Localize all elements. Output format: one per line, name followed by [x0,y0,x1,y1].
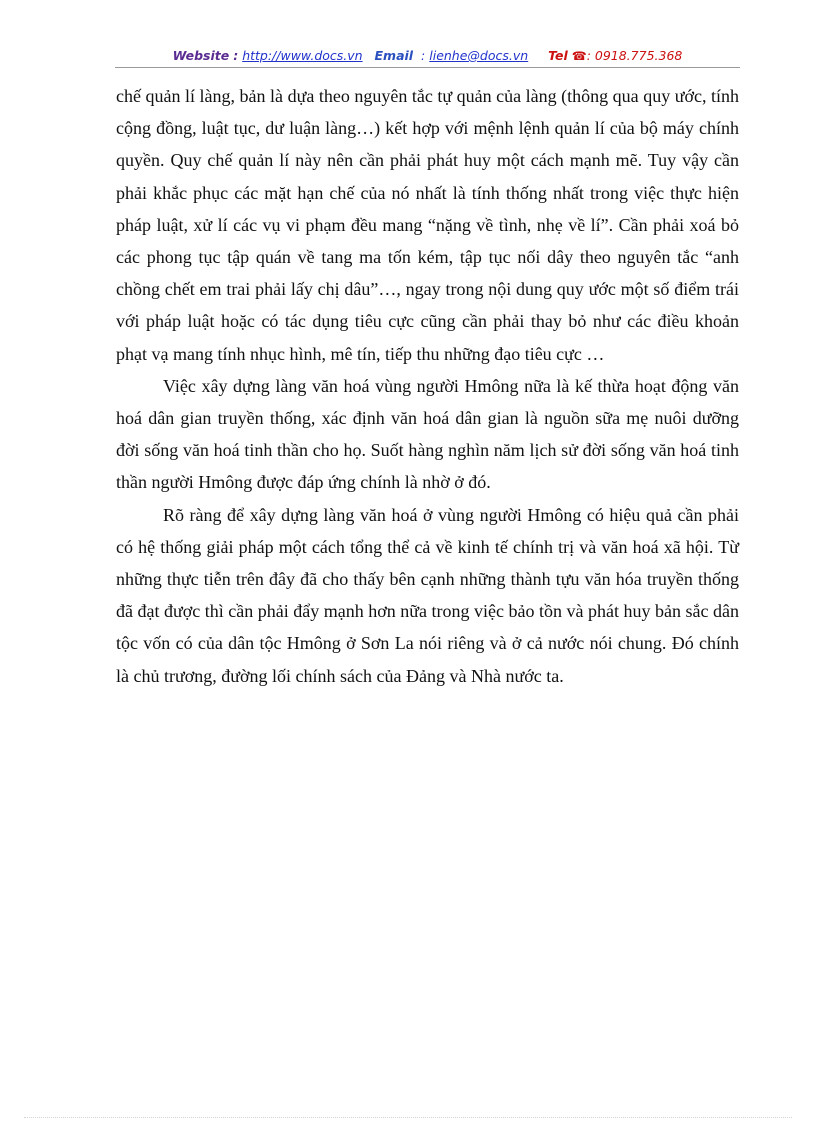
page-footer-divider [24,1117,792,1118]
tel-label: Tel [548,48,568,63]
email-label: Email [374,48,414,63]
paragraph-3: Rõ ràng để xây dựng làng văn hoá ở vùng người Hmông có hiệu quả cần phải có hệ thống giải pháp một cách tổng thể cả về kinh tế chính trị và văn hoá xã hội. Từ những thực tiễn trên đây đã cho thấy bên cạnh những thành tựu văn hóa truyền thống đã đạt được thì cần phải đẩy mạnh hơn nữa trong việc bảo tồn và phát huy bản sắc dân tộc vốn có của dân tộc Hmông ở Sơn La nói riêng và ở cả nước nói chung. Đó chính là chủ trương, đường lối chính sách của Đảng và Nhà nước ta. [116,504,739,686]
email-link[interactable]: lienhe@docs.vn [429,48,529,63]
website-label: Website [172,48,230,63]
website-link[interactable]: http://www.docs.vn [242,48,363,63]
document-body [116,80,739,692]
email-separator: : [421,48,426,63]
paragraph-2: Việc xây dựng làng văn hoá vùng người Hmông nữa là kế thừa hoạt động văn hoá dân gian truyền thống, xác định văn hoá dân gian là nguồn sữa mẹ nuôi dưỡng đời sống văn hoá tinh thần cho họ. Suốt hàng nghìn năm lịch sử đời sống văn hoá tinh thần người Hmông được đáp ứng chính là nhờ ở đó. [116,375,739,493]
paragraph-1: chế quản lí làng, bản là dựa theo nguyên tắc tự quản của làng (thông qua quy ước, tính cộng đồng, luật tục, dư luận làng…) kết hợp với mệnh lệnh quản lí của bộ máy chính quyền. Quy chế quản lí này nên cần phải phát huy một cách mạnh mẽ. Tuy vậy cần phải khắc phục các mặt hạn chế của nó nhất là tính thống nhất trong việc thực hiện pháp luật, xử lí các vụ vi phạm đều mang “nặng về tình, nhẹ về lí”. Cần phải xoá bỏ các phong tục tập quán về tang ma tốn kém, tập tục nối dây theo nguyên tắc “anh chồng chết em trai phải lấy chị dâu”…, ngay trong nội dung quy ước một số điểm trái với pháp luật hoặc có tác dụng tiêu cực cũng cần phải thay bỏ như các điều khoản phạt vạ mang tính nhục hình, mê tín, tiếp thu những đạo tiêu cực … [116,86,739,364]
header-divider [115,67,740,68]
website-separator: : [233,48,239,63]
phone-icon: ☎ [571,49,587,63]
page-header [115,47,740,65]
tel-value: : 0918.775.368 [586,48,683,63]
